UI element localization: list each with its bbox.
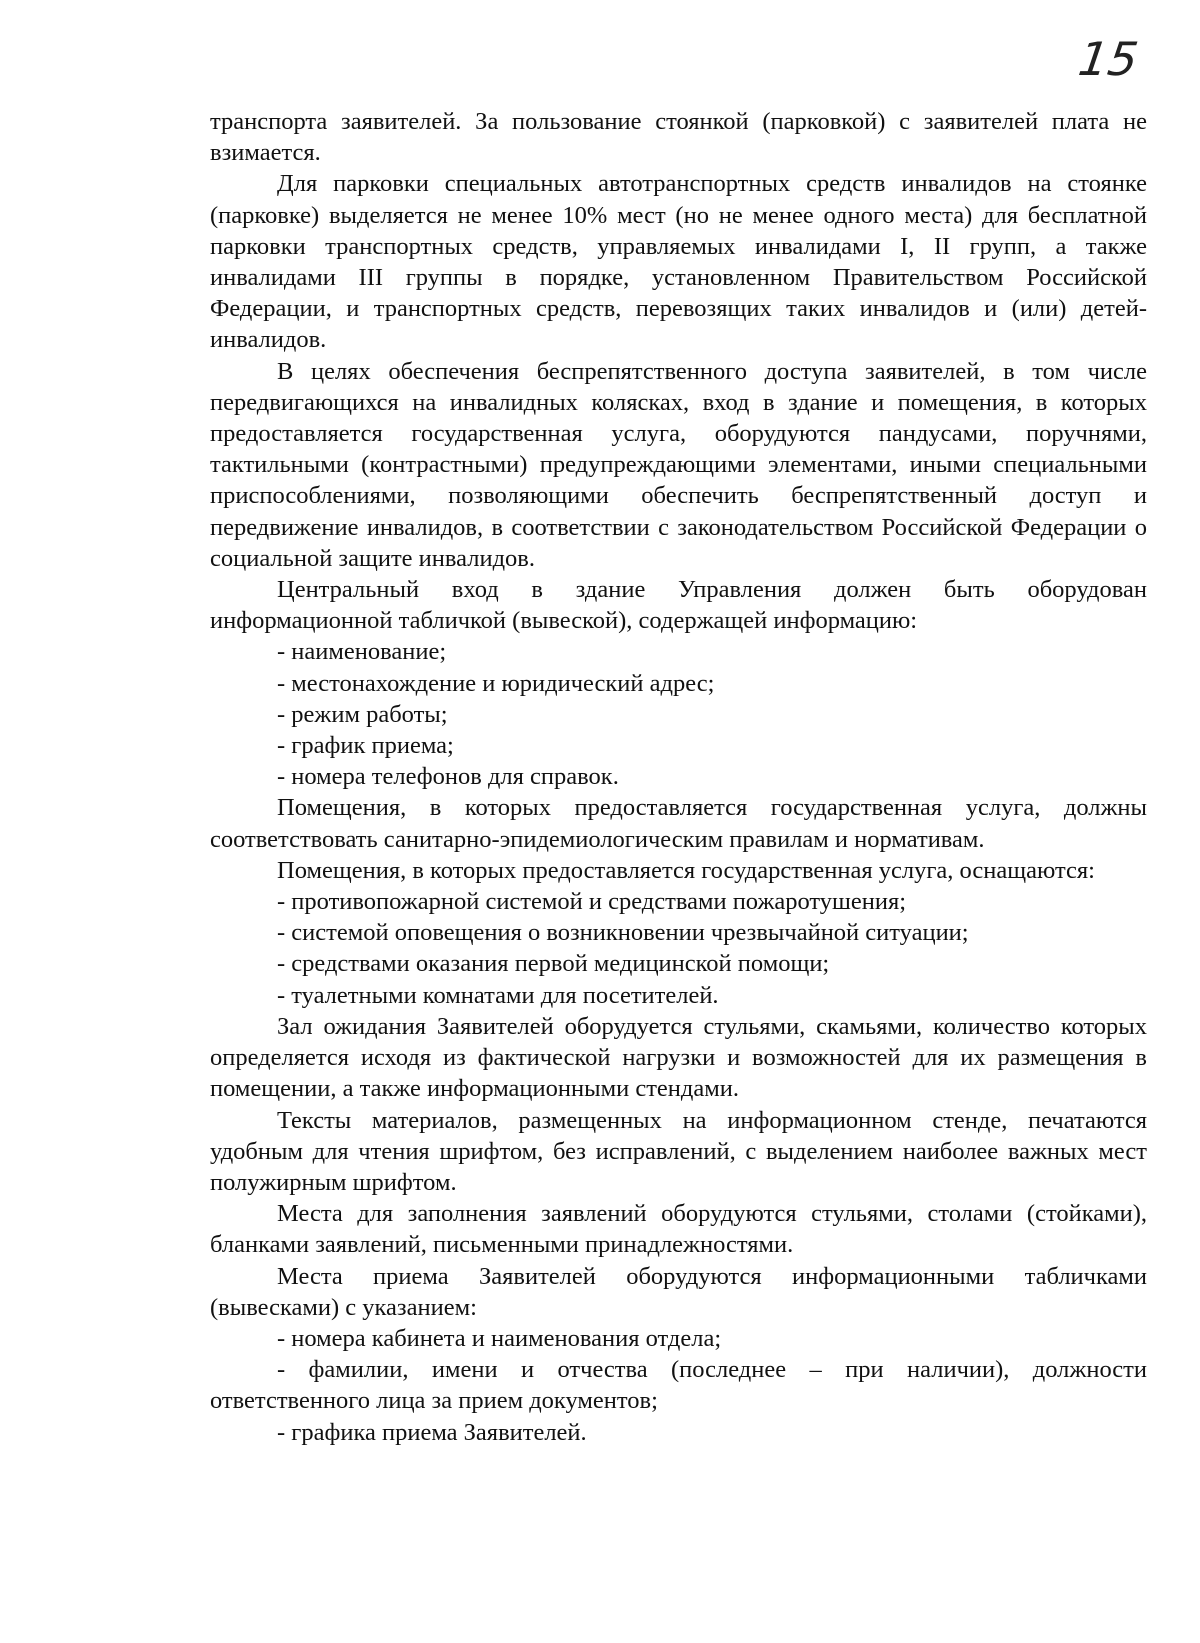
list-item: - местонахождение и юридический адрес; (277, 669, 715, 697)
list-item: - средствами оказания первой медицинской помощи; (277, 950, 830, 978)
document-body (210, 106, 1147, 1448)
list-item: - системой оповещения о возникновении чрезвычайной ситуации; (277, 919, 969, 947)
list-item: - график приема; (277, 732, 454, 760)
paragraph-parking-fee: транспорта заявителей. За пользование стоянкой (парковкой) с заявителей плата не взимается. (210, 108, 1147, 167)
paragraph-reception-places: Места приема Заявителей оборудуются информационными табличками (вывесками) с указанием: (210, 1262, 1147, 1321)
list-item: - туалетными комнатами для посетителей. (277, 981, 719, 1009)
paragraph-disabled-parking: Для парковки специальных автотранспортных средств инвалидов на стоянке (парковке) выделяется не менее 10% мест (но не менее одного места) для бесплатной парковки транспортных средств, управляемых инвалидами I, II групп, а также инвалидами III группы в порядке, установленном Правительством Российской Федерации, и транспортных средств, перевозящих таких инвалидов и (или) детей-инвалидов. (210, 170, 1147, 354)
list-item: - номера кабинета и наименования отдела; (277, 1324, 722, 1352)
list-item: - режим работы; (277, 700, 448, 728)
page-number: 15 (1075, 32, 1142, 86)
paragraph-stand-texts: Тексты материалов, размещенных на информационном стенде, печатаются удобным для чтения шрифтом, без исправлений, с выделением наиболее важных мест полужирным шрифтом. (210, 1106, 1147, 1196)
paragraph-premises-equipment: Помещения, в которых предоставляется государственная услуга, оснащаются: (277, 856, 1095, 884)
list-item: - наименование; (277, 638, 447, 666)
paragraph-accessibility: В целях обеспечения беспрепятственного доступа заявителей, в том числе передвигающихся на инвалидных колясках, вход в здание и помещения, в которых предоставляется государственная услуга, оборудуются пандусами, поручнями, тактильными (контрастными) предупреждающими элементами, иными специальными приспособлениями, позволяющими обеспечить беспрепятственный доступ и передвижение инвалидов, в соответствии с законодательством Российской Федерации о социальной защите инвалидов. (210, 357, 1147, 572)
paragraph-waiting-hall: Зал ожидания Заявителей оборудуется стульями, скамьями, количество которых определяется исходя из фактической нагрузки и возможностей для их размещения в помещении, а также информационными стендами. (210, 1012, 1147, 1103)
list-item: - графика приема Заявителей. (277, 1418, 587, 1446)
list-item: - противопожарной системой и средствами пожаротушения; (277, 888, 907, 916)
paragraph-entrance-sign: Центральный вход в здание Управления должен быть оборудован информационной табличкой (вывеской), содержащей информацию: (210, 576, 1147, 635)
list-item: - номера телефонов для справок. (277, 763, 619, 791)
list-item: - фамилии, имени и отчества (последнее – при наличии), должности ответственного лица за прием документов; (210, 1356, 1147, 1415)
paragraph-filling-places: Места для заполнения заявлений оборудуются стульями, столами (стойками), бланками заявлений, письменными принадлежностями. (210, 1200, 1147, 1259)
paragraph-sanitary-rules: Помещения, в которых предоставляется государственная услуга, должны соответствовать санитарно-эпидемиологическим правилам и нормативам. (210, 794, 1147, 853)
